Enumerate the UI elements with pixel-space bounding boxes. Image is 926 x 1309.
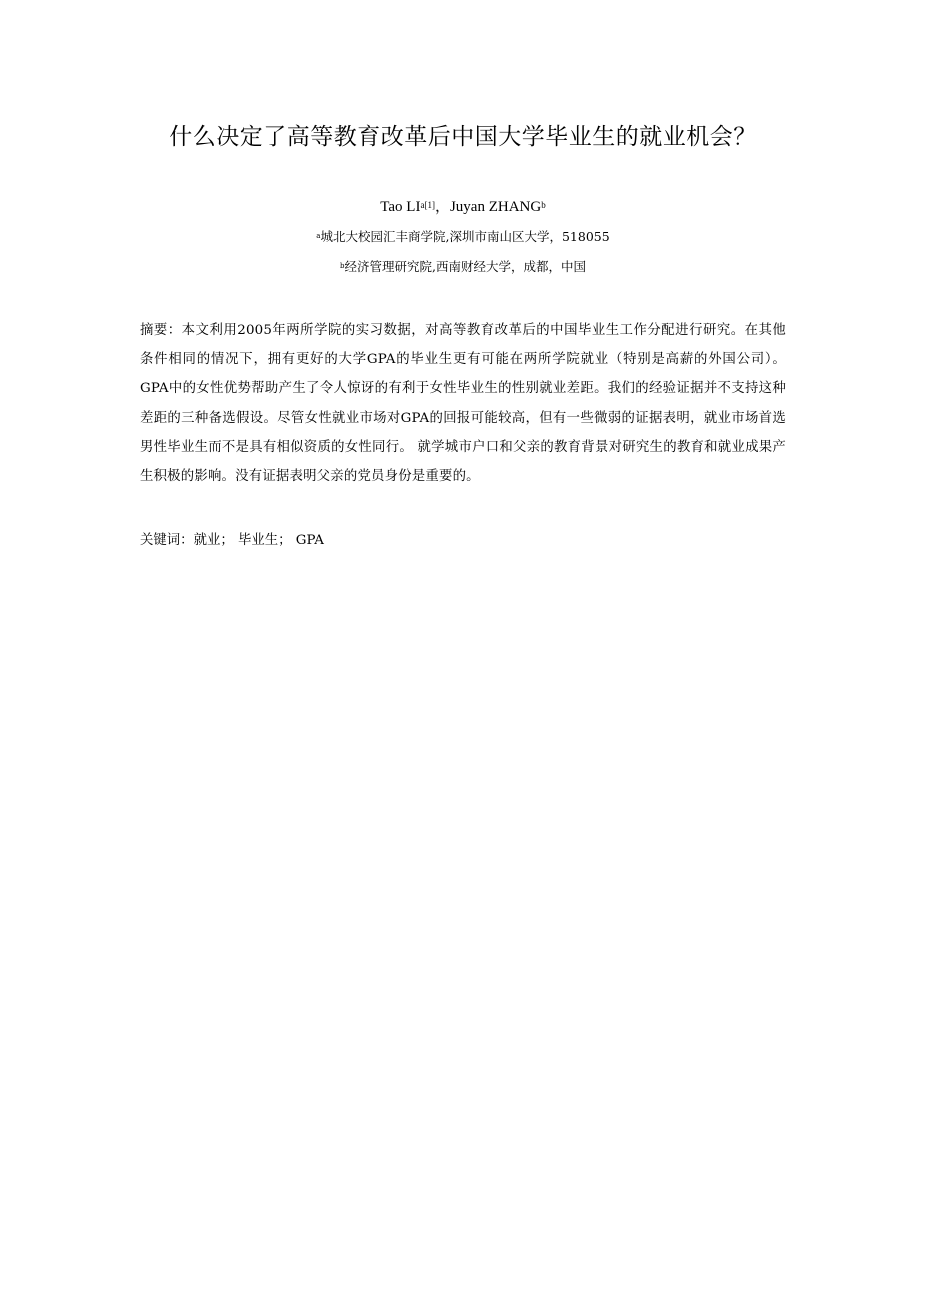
affiliation-text: 经济管理研究院,西南财经大学，成都，中国 — [344, 259, 586, 274]
affiliation-a — [0, 228, 926, 246]
author-name: Tao LI — [380, 199, 421, 215]
abstract-text: 本文利用2005年两所学院的实习数据，对高等教育改革后的中国毕业生工作分配进行研究。在其他条件相同的情况下，拥有更好的大学GPA的毕业生更有可能在两所学院就业（特别是高薪的外国公司）。GPA中的女性优势帮助产生了令人惊讶的有利于女性毕业生的性别就业差距。我们的经验证据并不支持这种差距的三种备选假设。尽管女性就业市场对GPA的回报可能较高，但有一些微弱的证据表明，就业市场首选男性毕业生而不是具有相似资质的女性同行。 就学城市户口和父亲的教育背景对研究生的教育和就业成果产生积极的影响。没有证据表明父亲的党员身份是重要的。 — [140, 323, 786, 485]
author-mark: b — [541, 200, 546, 210]
abstract-label: 摘要： — [140, 323, 182, 338]
affiliation-mark: b — [340, 262, 345, 270]
author-name: Juyan ZHANG — [449, 199, 542, 215]
keywords-label: 关键词： — [140, 533, 194, 548]
keywords-text: 就业； 毕业生； GPA — [193, 533, 324, 548]
affiliation-b — [0, 258, 926, 276]
author-line — [0, 197, 926, 217]
affiliation-text: 城北大校园汇丰商学院,深圳市南山区大学，518055 — [320, 229, 610, 244]
abstract — [140, 316, 786, 491]
paper-title: 什么决定了高等教育改革后中国大学毕业生的就业机会？ — [169, 124, 757, 150]
author-mark: a[1] — [420, 200, 435, 210]
affiliation-mark: a — [316, 232, 321, 240]
keywords — [140, 528, 786, 554]
author-separator: ， — [434, 199, 450, 215]
